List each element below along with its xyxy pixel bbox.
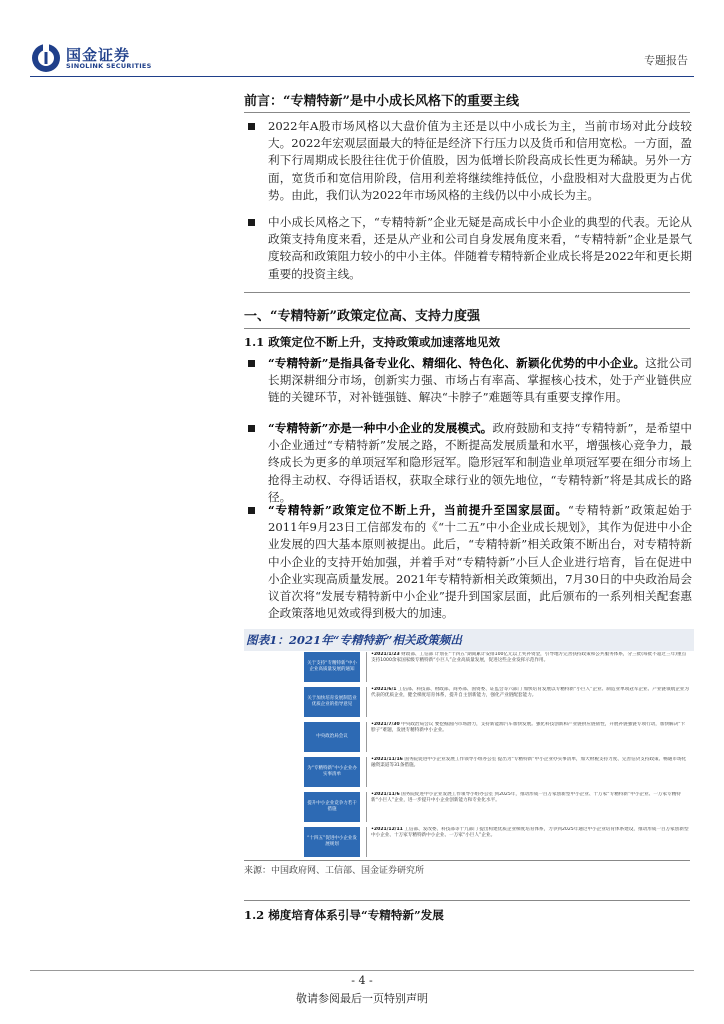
timeline-detail xyxy=(366,792,689,822)
timeline-policy-name: 关于加快培育发展制造业优质企业的指导意见 xyxy=(304,687,360,717)
timeline-policy-name: 关于支持“专精特新”中小企业高质量发展的通知 xyxy=(304,652,360,682)
timeline-date: •2021/12/11 xyxy=(371,827,403,832)
preface-divider xyxy=(244,112,690,113)
timeline-policy-name: “十四五”促进中小企业发展规划 xyxy=(304,827,360,857)
sinolink-logo-icon xyxy=(30,42,62,74)
timeline-item xyxy=(304,652,689,682)
preface-heading: 前言：“专精特新”是中小成长风格下的重要主线 xyxy=(244,94,519,109)
figure-divider xyxy=(244,860,690,861)
footer-disclaimer: 敬请参阅最后一页特别声明 xyxy=(296,992,428,1005)
section-bullet-3 xyxy=(244,502,692,622)
timeline-item xyxy=(304,792,689,822)
timeline-text: 工信部、科技部、财政部、商务部、国资委、证监会等六部门 加快培育发展以专精特新“小巨人”企业、制造业单项冠军企业、产业链领航企业为代表的优质企业，健全梯度培育体系，提升自主创新能力，强化产业链配套能力。 xyxy=(371,687,689,698)
bullet-square-icon xyxy=(248,425,255,432)
timeline-item xyxy=(304,757,689,787)
policy-timeline xyxy=(304,652,689,858)
figure-source: 来源：中国政府网、工信部、国金证券研究所 xyxy=(244,866,425,876)
timeline-policy-name: 中央政治局会议 xyxy=(304,722,360,752)
timeline-text: 财政部、工信部 计划在“十四五”期间累计安排100亿元以上奖补资金，引导地方完善扶持政策和公共服务体系，分三批(每批不超过三年)重点支持1000余家国家级专精特新“小巨人”企业高质量发展，促进这些企业发挥示范作用。 xyxy=(371,652,687,663)
page-header xyxy=(0,0,724,78)
timeline-date: •2021/11/6 xyxy=(371,792,400,797)
page-number: - 4 - xyxy=(351,974,373,987)
section-bullet-2 xyxy=(244,420,692,506)
timeline-date: •2021/6/1 xyxy=(371,687,397,692)
bullet-square-icon xyxy=(248,219,255,226)
timeline-detail xyxy=(366,687,689,717)
bullet-square-icon xyxy=(248,360,255,367)
bullet-bold-lead: “专精特新”亦是一种中小企业的发展模式。 xyxy=(268,421,493,435)
bullet-bold-lead: “专精特新”政策定位不断上升，当前提升至国家层面。 xyxy=(268,503,568,517)
subsection-1-2-heading: 1.2 梯度培育体系引导“专精特新”发展 xyxy=(244,908,444,922)
bullet-text: 中小成长风格之下，“专精特新”企业无疑是高成长中小企业的典型的代表。无论从政策支持角度来看，还是从产业和公司自身发展角度来看，“专精特新”企业是景气度较高和政策阻力较小的中小主体。伴随着专精特新企业成长将是2022年和更长期重要的投资主线。 xyxy=(268,215,692,281)
preface-bullet-2 xyxy=(244,214,692,283)
bullet-square-icon xyxy=(248,123,255,130)
timeline-policy-name: 为“专精特新”中小企业办实事清单 xyxy=(304,757,360,787)
brand-name-en: SINOLINK SECURITIES xyxy=(66,62,152,70)
bullet-text: “专精特新”政策起始于2011年9月23日工信部发布的《“十二五”中小企业成长规划》，其作为促进中小企业发展的四大基本原则被提出。此后，“专精特新”相关政策不断出台，对专精特新中小企业的支持开始加强，并着手对“专精特新”小巨人企业进行培育，旨在促进中小企业实现高质量发展。2021年专精特新相关政策频出，7月30日的中央政治局会议首次将“发展专精特新中小企业”提升到国家层面，此后颁布的一系列相关配套惠企政策落地见效或得到极大的加速。 xyxy=(268,503,693,621)
bullet-text: 这批公司长期深耕细分市场，创新实力强、市场占有率高、掌握核心技术，处于产业链供应链的关键环节，对补链强链、解决“卡脖子”难题等具有重要支撑作用。 xyxy=(268,356,692,405)
bullet-square-icon xyxy=(248,507,255,514)
timeline-item xyxy=(304,827,689,857)
report-type: 专题报告 xyxy=(644,54,688,67)
preface-bullet-1 xyxy=(244,118,692,204)
timeline-date: •2021/11/16 xyxy=(371,757,403,762)
section-divider xyxy=(244,900,690,901)
timeline-detail xyxy=(366,757,689,787)
bullet-text: 2022年A股市场风格以大盘价值为主还是以中小成长为主，当前市场对此分歧较大。2022年宏观层面最大的特征是经济下行压力以及货币和信用宽松。一方面，盈利下行周期成长股往往优于价值股，因为低增长阶段高成长性更为稀缺。另外一方面，宽货币和宽信用阶段，信用利差将继续维持低位，小盘股相对大盘股更为占优势。由此，我们认为2022年市场风格的主线仍以中小成长为主。 xyxy=(268,119,692,202)
timeline-detail xyxy=(366,827,689,857)
timeline-text: 国务院促进中小企业发展工作领导小组办公室 提出为“专精特新”中小企业办实事清单，加大财税支持力度、完善信贷支持政策、畅通市场化融资渠道等31条措施。 xyxy=(371,757,687,768)
section-bullet-1 xyxy=(244,355,692,407)
section-1-heading: 一、“专精特新”政策定位高、支持力度强 xyxy=(244,309,480,324)
timeline-text: 中央政治局会议 要挖掘国内市场潜力，支持新能源汽车加快发展。强化科技创新和产业链供应链韧性，开展补链强链专项行动，加快解决“卡脖子”难题，发展专精特新中小企业。 xyxy=(371,722,686,733)
timeline-date: •2021/1/23 xyxy=(371,652,400,657)
timeline-date: •2021/7/30 xyxy=(371,722,400,727)
timeline-policy-name: 提升中小企业竞争力若干措施 xyxy=(304,792,360,822)
subsection-1-1-heading: 1.1 政策定位不断上升，支持政策或加速落地见效 xyxy=(244,335,501,349)
timeline-text: 国务院促进中小企业发展工作领导小组办公室 到2025年，推动形成一百万家创新型中小企业、十万家“专精特新”中小企业、一万家专精特新“小巨人”企业，进一步提升中小企业创新能力和专业化水平。 xyxy=(371,792,681,803)
figure-title: 图表1：2021年“专精特新”相关政策频出 xyxy=(244,629,694,651)
timeline-detail xyxy=(366,722,689,752)
brand-name-cn: 国金证券 xyxy=(66,46,131,64)
timeline-item xyxy=(304,722,689,752)
bullet-bold-lead: “专精特新”是指具备专业化、精细化、特色化、新颖化优势的中小企业。 xyxy=(268,356,646,370)
bullet-text: 政府鼓励和支持“专精特新”，是希望中小企业通过“专精特新”发展之路，不断提高发展质量和水平，增强核心竞争力，最终成长为更多的单项冠军和隐形冠军。隐形冠军和制造业单项冠军要在细分市场上抢得主动权、夺得话语权，获取全球行业的领先地位，“专精特新”将是其成长的路径。 xyxy=(268,421,693,504)
timeline-item xyxy=(304,687,689,717)
timeline-detail xyxy=(366,652,689,682)
footer-divider xyxy=(30,970,694,971)
section-divider xyxy=(244,328,690,329)
timeline-text: 工信部、发改委、科技部等十九部门 提出构建优质企业梯度培育体系，力争到2025年通过中小企业培育体系建设，推动形成一百万家创新型中小企业、十万家专精特新中小企业、一万家“小巨人”企业。 xyxy=(371,827,689,838)
header-divider xyxy=(30,76,694,77)
section-divider xyxy=(244,292,690,293)
